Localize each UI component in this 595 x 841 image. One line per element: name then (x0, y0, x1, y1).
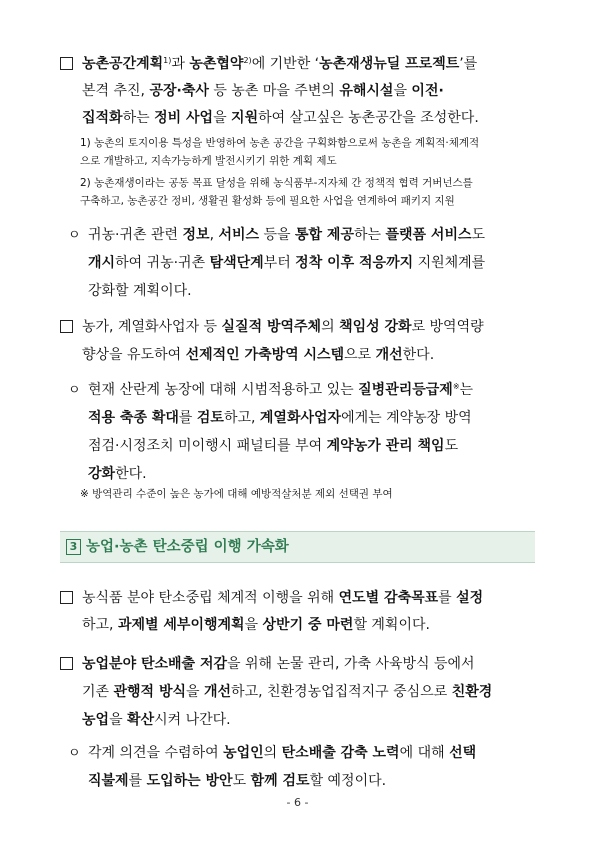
emphasized-text: 플랫폼 서비스 (385, 227, 472, 243)
text-run: 에 대해 (399, 745, 450, 761)
footnote-ref: 1) (163, 56, 172, 65)
circle-bullet-icon: ㅇ (68, 746, 81, 761)
emphasized-text: 정비 사업 (154, 110, 214, 126)
text-run: 의 (263, 745, 282, 761)
text-run: 농식품 분야 탄소중립 체계적 이행을 위해 (82, 590, 339, 606)
emphasized-text: 실질적 방역주체 (221, 319, 322, 335)
text-line (88, 771, 386, 791)
text-run: , (209, 227, 219, 243)
section-number: 3 (66, 539, 81, 555)
emphasized-text: 확산 (127, 712, 155, 728)
note-text: ※ 방역관리 수준이 높은 농가에 대해 예방적살처분 제외 선택권 부여 (80, 488, 393, 500)
text-run: 본격 추진, (82, 83, 150, 99)
text-run: 등을 (259, 227, 295, 243)
text-run: 한다. (402, 347, 435, 363)
emphasized-text: 연도별 감축목표 (338, 590, 439, 606)
emphasized-text: 서비스 (218, 227, 260, 243)
footnote-ref: ※ (452, 382, 460, 391)
text-run: 부터 (263, 255, 296, 271)
emphasized-text: 관행적 방식 (113, 684, 186, 700)
emphasized-text: 개선 (375, 347, 403, 363)
footnote-ref: 2) (243, 56, 252, 65)
emphasized-text: 친환경 (451, 684, 493, 700)
emphasized-text: 검토 (196, 410, 224, 426)
text-line (82, 588, 483, 608)
text-line (88, 225, 485, 245)
text-run: 을 (244, 617, 263, 633)
emphasized-text: 함께 검토 (250, 773, 310, 789)
text-line (88, 380, 473, 400)
text-line (88, 408, 472, 428)
emphasized-text: 개선 (203, 684, 232, 700)
emphasized-text: 유해시설 (339, 83, 394, 99)
text-run: 에 기반한 ‘ (251, 56, 320, 72)
text-line (82, 682, 492, 702)
text-run: 농가, 계열화사업자 등 (82, 319, 222, 335)
text-run: ’를 (459, 56, 478, 72)
text-line (88, 464, 147, 484)
footnote-line: 2) 농촌재생이라는 공동 목표 달성을 위해 농식품부-지자체 간 정책적 협력 거버넌스를 (80, 177, 473, 189)
emphasized-text: 공장·축사 (149, 83, 209, 99)
text-run: 하고, (82, 617, 118, 633)
square-bullet-icon (60, 589, 73, 609)
emphasized-text: 정보 (182, 227, 210, 243)
emphasized-text: 통합 제공 (295, 227, 354, 243)
emphasized-text: 농촌재생뉴딜 프로젝트 (319, 56, 460, 72)
text-run: 각계 의견을 수렴하여 (88, 745, 224, 761)
emphasized-text: 도입하는 방안 (146, 773, 233, 789)
emphasized-text: 탄소배출 감축 노력 (281, 745, 400, 761)
text-run: 로 방역역량 (411, 319, 484, 335)
emphasized-text: 강화 (88, 466, 116, 482)
text-run: 으로 (344, 347, 376, 363)
emphasized-text: 선택 (449, 745, 477, 761)
text-run: 하여 살고싶은 농촌공간을 조성한다. (258, 110, 479, 126)
text-run: 하고, 친환경농업집적지구 중심으로 (231, 684, 452, 700)
emphasized-text: 정착 이후 적응까지 (295, 255, 414, 271)
square-bullet-icon (60, 318, 73, 338)
text-run: 시켜 나간다. (154, 712, 231, 728)
text-run: 을 (109, 712, 128, 728)
text-run: 를 (178, 410, 197, 426)
text-line (82, 710, 231, 730)
section-header (60, 531, 535, 563)
text-run: 을 (213, 110, 232, 126)
square-bullet-icon (60, 55, 73, 75)
emphasized-text: 개시 (88, 255, 116, 271)
text-run: 한다. (115, 466, 147, 482)
text-line (82, 81, 444, 101)
text-line (88, 281, 192, 301)
text-line (82, 54, 477, 74)
text-line (88, 743, 476, 763)
text-line (88, 253, 485, 273)
emphasized-text: 농업인 (223, 745, 264, 761)
emphasized-text: 적용 축종 확대 (88, 410, 179, 426)
text-run: 하고, (223, 410, 260, 426)
text-run: 등 농촌 마을 주변의 (208, 83, 340, 99)
footnote-line: 으로 개발하고, 지속가능하게 발전시키기 위한 계획 제도 (80, 155, 337, 167)
emphasized-text: 과제별 세부이행계획 (117, 617, 245, 633)
emphasized-text: 선제적인 가축방역 시스템 (185, 347, 345, 363)
circle-bullet-icon: ㅇ (68, 383, 81, 398)
text-run: 할 예정이다. (309, 773, 387, 789)
emphasized-text: 집적화 (82, 110, 123, 126)
emphasized-text: 계열화사업자 (259, 410, 342, 426)
text-run: 과 (171, 56, 190, 72)
text-run: 하는 (353, 227, 386, 243)
emphasized-text: 농촌협약 (189, 56, 244, 72)
text-line (82, 345, 434, 365)
text-run: 을 (393, 83, 412, 99)
section-title: 농업·농촌 탄소중립 이행 가속화 (86, 539, 289, 555)
emphasized-text: 탐색단계 (209, 255, 264, 271)
emphasized-text: 이전· (411, 83, 444, 99)
text-line (82, 317, 484, 337)
text-run: 현재 산란계 농장에 대해 시범적용하고 있는 (88, 382, 359, 398)
text-run: 을 (186, 684, 204, 700)
footnote-line: 1) 농촌의 토지이용 특성을 반영하여 농촌 공간을 구획화함으로써 농촌을 계획적·체계적 (80, 137, 480, 149)
circle-bullet-icon: ㅇ (68, 228, 81, 243)
emphasized-text: 계약농가 관리 책임 (326, 438, 445, 454)
emphasized-text: 상반기 중 마련 (262, 617, 354, 633)
text-run: 를 (438, 590, 457, 606)
page-number: - 6 - (286, 796, 309, 809)
text-run: 할 계획이다. (353, 617, 430, 633)
emphasized-text: 책임성 강화 (339, 319, 412, 335)
emphasized-text: 농촌공간계획 (82, 56, 164, 72)
emphasized-text: 직불제 (88, 773, 129, 789)
text-run: 강화할 계획이다. (88, 283, 192, 299)
text-run: 를 (128, 773, 147, 789)
emphasized-text: 지원 (231, 110, 259, 126)
text-run: 향상을 유도하여 (82, 347, 186, 363)
text-run: 도 (471, 227, 486, 243)
text-run: 하는 (122, 110, 155, 126)
emphasized-text: 농업 (82, 712, 110, 728)
emphasized-text: 농업분야 탄소배출 저감 (82, 656, 227, 672)
text-run: 점검·시정조치 미이행시 패널티를 부여 (88, 438, 327, 454)
emphasized-text: 질병관리등급제 (358, 382, 453, 398)
square-bullet-icon (60, 655, 73, 675)
text-run: 지원체계를 (413, 255, 486, 271)
text-run: 기존 (82, 684, 114, 700)
text-run: 을 위해 논물 관리, 가축 사육방식 등에서 (227, 656, 475, 672)
text-run: 의 (321, 319, 340, 335)
text-run: 는 (459, 382, 474, 398)
emphasized-text: 설정 (456, 590, 484, 606)
footnote-line: 구축하고, 농촌공간 정비, 생활권 활성화 등에 필요한 사업을 연계하여 패키지 지원 (80, 195, 455, 207)
text-line (82, 615, 430, 635)
text-run: 도 (232, 773, 251, 789)
text-run: 도 (444, 438, 459, 454)
text-run: 귀농·귀촌 관련 (88, 227, 183, 243)
text-run: 에게는 계약농장 방역 (341, 410, 472, 426)
text-line (88, 436, 458, 456)
text-run: 하여 귀농·귀촌 (115, 255, 210, 271)
text-line (82, 108, 479, 128)
text-line (82, 654, 475, 674)
